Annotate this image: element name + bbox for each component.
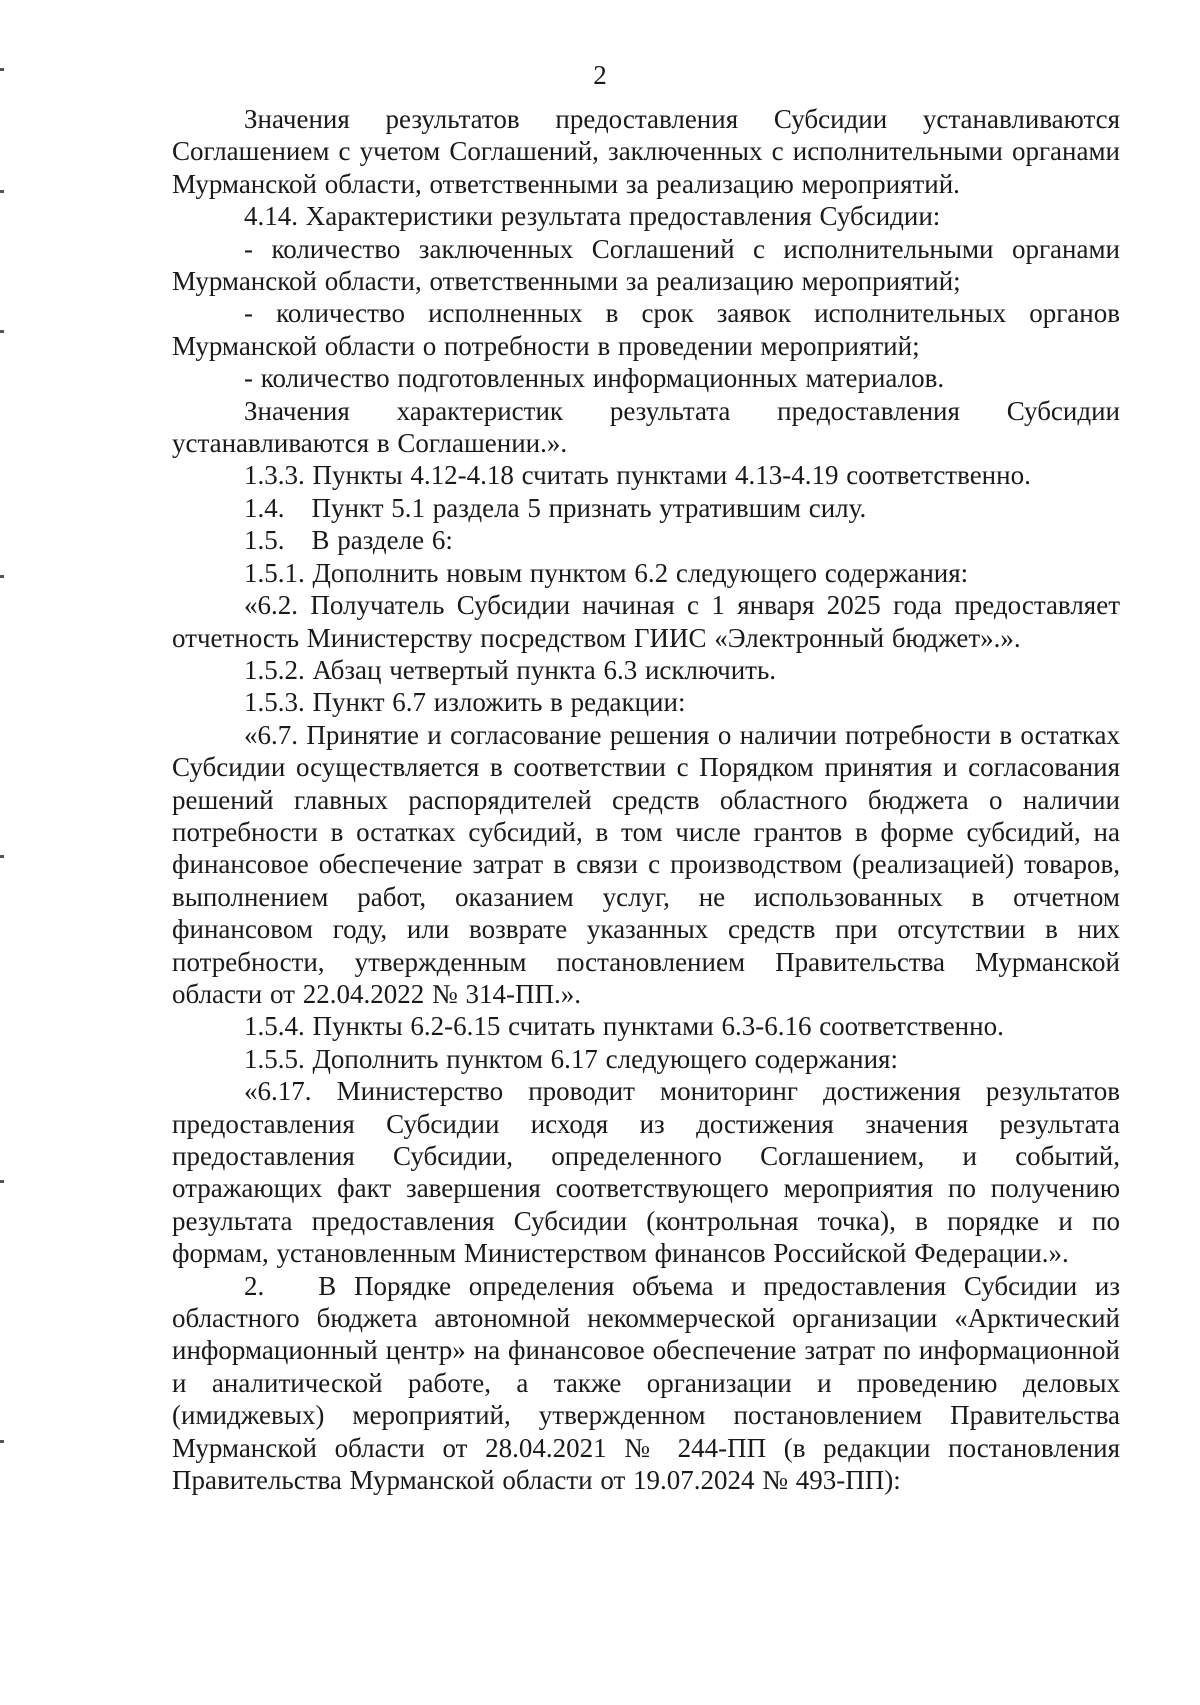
scan-edge-mark (0, 1440, 4, 1443)
scan-edge-mark (0, 855, 4, 858)
paragraph-1-3-3: 1.3.3. Пункты 4.12-4.18 считать пунктами 4.13-4.19 соответственно. (244, 460, 1031, 491)
paragraph-characteristics-values: Значения характеристик результата предоставления Субсидии устанавливаются в Соглашении.». (172, 395, 1120, 459)
page-number: 2 (593, 60, 607, 90)
paragraph-list-item-agreements: - количество заключенных Соглашений с исполнительными органами Мурманской области, ответственными за реализацию мероприятий; (172, 233, 1120, 297)
paragraph-1-5-4: 1.5.4. Пункты 6.2-6.15 считать пунктами 6.3-6.16 соответственно. (244, 1011, 1004, 1042)
paragraph-2: 2. В Порядке определения объема и предоставления Субсидии из областного бюджета автономной некоммерческой организации «Арктический информационный центр» на финансовое обеспечение затрат по информационной и аналитической работе, а также организации и проведению деловых (имиджевых) мероприятий, утвержденном постановлением Правительства Мурманской области от 28.04.2021 № 244-ПП (в редакции постановления Правительства Мурманской области от 19.07.2024 № 493-ПП): (172, 1270, 1120, 1496)
scan-edge-mark (0, 575, 4, 578)
document-body (172, 103, 1120, 1496)
paragraph-list-item-requests: - количество исполненных в срок заявок исполнительных органов Мурманской области о потребности в проведении мероприятий; (172, 298, 1120, 361)
paragraph-1-4: 1.4. Пункт 5.1 раздела 5 признать утратившим силу. (244, 492, 867, 523)
paragraph-6-2-quote: «6.2. Получатель Субсидии начиная с 1 января 2025 года предоставляет отчетность Министерству посредством ГИИС «Электронный бюджет».». (172, 590, 1120, 653)
paragraph-list-item-materials: - количество подготовленных информационных материалов. (244, 363, 945, 394)
scan-edge-mark (0, 1180, 4, 1183)
paragraph-6-7-quote: «6.7. Принятие и согласование решения о наличии потребности в остатках Субсидии осуществляется в соответствии с Порядком принятия и согласования решений главных распорядителей средств областного бюджета о наличии потребности в остатках субсидий, в том числе грантов в форме субсидий, на финансовое обеспечение затрат в связи с производством (реализацией) товаров, выполнением работ, оказанием услуг, не использованных в отчетном финансовом году, или возврате указанных средств при отсутствии в них потребности, утвержденным постановлением Правительства Мурманской области от 22.04.2022 № 314-ПП.». (172, 719, 1120, 1009)
paragraph-1-5-5: 1.5.5. Дополнить пунктом 6.17 следующего содержания: (244, 1043, 898, 1074)
paragraph-6-17-quote: «6.17. Министерство проводит мониторинг достижения результатов предоставления Субсидии исходя из достижения значения результата предоставления Субсидии, определенного Соглашением, и событий, отражающих факт завершения соответствующего мероприятия по получению результата предоставления Субсидии (контрольная точка), в порядке и по формам, установленным Министерством финансов Российской Федерации.». (172, 1076, 1120, 1269)
paragraph-1-5-3: 1.5.3. Пункт 6.7 изложить в редакции: (244, 687, 686, 718)
paragraph-1-5-2: 1.5.2. Абзац четвертый пункта 6.3 исключить. (244, 654, 777, 685)
paragraph-1-5-1: 1.5.1. Дополнить новым пунктом 6.2 следующего содержания: (244, 557, 969, 588)
scan-edge-mark (0, 190, 4, 193)
scan-edge-mark (0, 330, 4, 333)
paragraph-1-5: 1.5. В разделе 6: (244, 525, 453, 556)
paragraph-result-values: Значения результатов предоставления Субсидии устанавливаются Соглашением с учетом Соглашений, заключенных с исполнительными органами Мурманской области, ответственными за реализацию мероприятий. (172, 104, 1120, 199)
paragraph-4-14: 4.14. Характеристики результата предоставления Субсидии: (244, 201, 941, 232)
